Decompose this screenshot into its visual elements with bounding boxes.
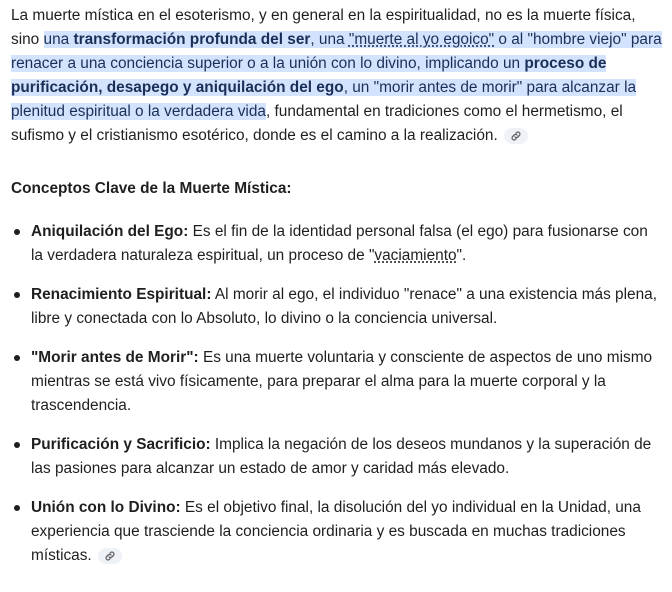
bullet-icon xyxy=(14,229,20,235)
list-item xyxy=(11,496,662,568)
link-icon xyxy=(104,550,116,562)
link-icon xyxy=(510,130,522,142)
source-link-button[interactable] xyxy=(98,548,122,564)
item-underlined-term[interactable]: vaciamiento xyxy=(374,247,457,264)
response-content xyxy=(0,4,672,568)
list-item xyxy=(11,220,662,268)
concept-list xyxy=(11,220,662,568)
item-term: "Morir antes de Morir": xyxy=(31,349,199,366)
highlight-text-3: o al "hombre viejo" para renacer a una conciencia superior o a la unión con lo divino, implicando un xyxy=(11,31,662,72)
item-text: Es una muerte voluntaria y consciente de aspectos de uno mismo mientras se está vivo físicamente, para preparar el alma para la muerte corporal y la trascendencia. xyxy=(31,349,653,414)
intro-text-2: , fundamental en tradiciones como el hermetismo, el sufismo y el cristianismo esotérico, donde es el camino a la realización. xyxy=(11,103,623,144)
item-text: Es el fin de la identidad personal falsa (el ego) para fusionarse con la verdadera naturaleza espiritual, un proceso de " xyxy=(31,223,648,264)
intro-text-1: La muerte mística en el esoterismo, y en general en la espiritualidad, no es la muerte física, sino xyxy=(11,7,636,48)
bullet-icon xyxy=(14,292,20,298)
item-text: Implica la negación de los deseos mundanos y la superación de las pasiones para alcanzar un estado de amor y caridad más elevado. xyxy=(31,436,652,477)
item-term: Purificación y Sacrificio: xyxy=(31,436,211,453)
item-text: Es el objetivo final, la disolución del yo individual en la Unidad, una experiencia que trasciende la conciencia ordinaria y es buscada en muchas tradiciones místicas. xyxy=(31,499,641,564)
item-text-end: ". xyxy=(456,247,467,264)
list-item xyxy=(11,283,662,331)
highlight-text-2: , una xyxy=(310,31,349,48)
highlight-text-4: , un "morir antes de morir" para alcanzar la plenitud espiritual o la verdadera vida xyxy=(11,79,637,120)
list-item xyxy=(11,346,662,418)
highlight-bold-2: proceso de purificación, desapego y aniquilación del ego xyxy=(11,55,607,96)
intro-paragraph xyxy=(11,4,662,148)
item-term: Unión con lo Divino: xyxy=(31,499,181,516)
highlight-bold-1: transformación profunda del ser xyxy=(73,31,311,48)
item-term: Aniquilación del Ego: xyxy=(31,223,189,240)
highlight-underlined: "muerte al yo egoico" xyxy=(348,31,495,48)
item-term: Renacimiento Espiritual: xyxy=(31,286,212,303)
bullet-icon xyxy=(14,505,20,511)
bullet-icon xyxy=(14,355,20,361)
highlight-text-1: una xyxy=(43,31,74,48)
item-text: Al morir al ego, el individuo "renace" a una existencia más plena, libre y conectada con lo Absoluto, lo divino o la conciencia universal. xyxy=(31,286,657,327)
source-link-button[interactable] xyxy=(504,128,528,144)
list-item xyxy=(11,433,662,481)
section-heading: Conceptos Clave de la Muerte Mística: xyxy=(11,180,292,197)
bullet-icon xyxy=(14,442,20,448)
